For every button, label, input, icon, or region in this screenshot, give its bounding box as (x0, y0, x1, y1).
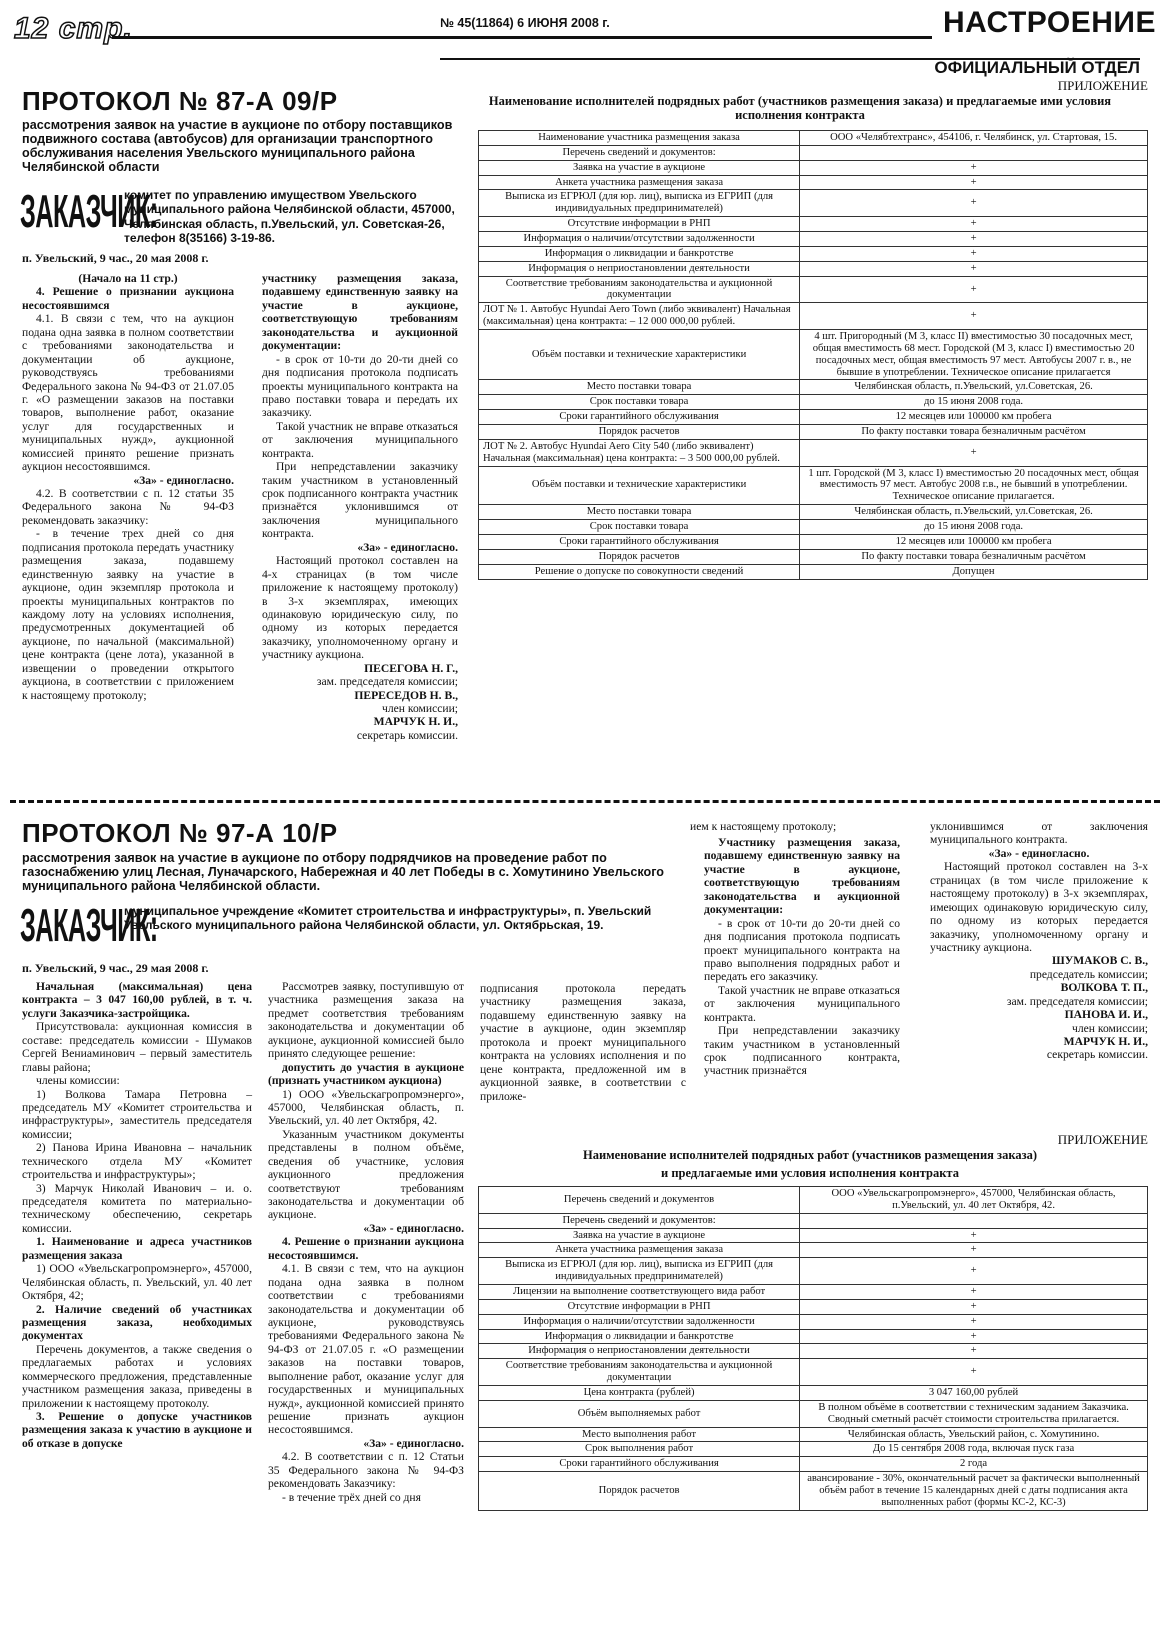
paragraph: - в срок от 10-ти до 20-ти дней со дня подписания протокола подписать проекты муниципального контракта на право поставки товара и передать их заказчику. (262, 352, 458, 420)
table-cell-label: Перечень сведений и документов: (479, 1213, 800, 1228)
paragraph: (Начало на 11 стр.) (78, 272, 178, 285)
signature: ПАНОВА И. И., (1064, 1008, 1148, 1022)
table-cell-value: 2 года (800, 1457, 1148, 1472)
table-cell-value: По факту поставки товара безналичным расчётом (800, 425, 1148, 440)
table-row (479, 276, 1148, 303)
table-cell-label: Информация о наличии/отсутствии задолженности (479, 1314, 800, 1329)
paragraph: «За» - единогласно. (357, 540, 458, 554)
paragraph: Начальная (максимальная) цена контракта – 3 047 160,00 рублей, в т. ч. услуги Заказчика-застройщика. (22, 980, 252, 1020)
table-cell-value: + (800, 276, 1148, 303)
paragraph: 1) Волкова Тамара Петровна – председатель МУ «Комитет строительства и инфраструктуры», заместитель председателя комиссии; (22, 1087, 252, 1141)
table-cell-value: 3 047 160,00 рублей (800, 1386, 1148, 1401)
paragraph: 1) ООО «Увельскагропромэнерго», 457000, Челябинская область, п. Увельский, ул. 40 лет Октября, 42. (268, 1087, 464, 1128)
table-row (479, 1228, 1148, 1243)
table-cell-value: + (800, 175, 1148, 190)
table-cell-label: Отсутствие информации в РНП (479, 1299, 800, 1314)
table-cell-value: В полном объёме в соответствии с техническим заданием Заказчика. Сводный сметный расчёт стоимости строительства прилагается. (800, 1400, 1148, 1427)
table-row (479, 232, 1148, 247)
table-row (479, 466, 1148, 505)
paragraph: члены комиссии: (36, 1074, 120, 1088)
table-cell-label: Место поставки товара (479, 380, 800, 395)
protocol-2-place: п. Увельский, 9 час., 29 мая 2008 г. (22, 961, 209, 975)
table-row (479, 1187, 1148, 1214)
table-row (479, 1386, 1148, 1401)
paragraph: допустить до участия в аукционе (признать участником аукциона) (268, 1060, 464, 1088)
table-row (479, 330, 1148, 380)
protocol-2-col1 (22, 980, 252, 1450)
table-cell-value: 12 месяцев или 100000 км пробега (800, 534, 1148, 549)
protocol-1-subtitle: рассмотрения заявок на участие в аукционе по отбору поставщиков подвижного состава (автобусов) для организации транспортного обслуживания населения Увельского муниципального района Челябинской области (22, 118, 453, 175)
protocol-1-place: п. Увельский, 9 час., 20 мая 2008 г. (22, 251, 209, 265)
appendix-label: ПРИЛОЖЕНИЕ (1057, 1132, 1148, 1147)
protocol-2-appendix-table (478, 1186, 1148, 1511)
table-cell-label: Место поставки товара (479, 505, 800, 520)
protocol-2-col3 (480, 982, 686, 1103)
paragraph: Перечень документов, а также сведения о предлагаемых работах и условиях коммерческого предложения, представленные участником размещения заказа, приведены в приложении к настоящему протоколу. (22, 1342, 252, 1410)
table-cell-value: + (800, 261, 1148, 276)
section-divider (10, 800, 1160, 803)
paragraph: 1. Наименование и адреса участников размещения заказа (22, 1235, 252, 1262)
header-rule (112, 36, 932, 39)
table-cell-label: Информация о ликвидации и банкротстве (479, 1329, 800, 1344)
paragraph: 1) ООО «Увельскагропромэнерго», 457000, Челябинская область, п. Увельский, ул. 40 лет Октября, 42; (22, 1262, 252, 1303)
appendix-title: Наименование исполнителей подрядных работ (участников размещения заказа) и предлагаемые ими условия исполнения контракта (488, 94, 1112, 123)
section-title: НАСТРОЕНИЕ (942, 6, 1156, 39)
table-cell-value: Допущен (800, 564, 1148, 579)
table-cell-value: + (800, 439, 1148, 466)
table-cell-value: + (800, 217, 1148, 232)
table-row (479, 261, 1148, 276)
table-cell-label: Информация о неприостановлении деятельности (479, 261, 800, 276)
table-cell-value: ООО «Увельскагропромэнерго», 457000, Челябинская область, п.Увельский, ул. 40 лет Октября, 42. (800, 1187, 1148, 1214)
paragraph: Рассмотрев заявку, поступившую от участника размещения заказа на предмет соответствия требованиям законодательства и документации об аукционе, аукционной комиссией было принято следующее решение: (268, 980, 464, 1061)
table-row (479, 1427, 1148, 1442)
table-row (479, 1344, 1148, 1359)
table-cell-value: До 15 сентября 2008 года, включая пуск газа (800, 1442, 1148, 1457)
table-cell-value: По факту поставки товара безналичным расчётом (800, 549, 1148, 564)
table-cell-label: Срок выполнения работ (479, 1442, 800, 1457)
table-cell-label: Информация о неприостановлении деятельности (479, 1344, 800, 1359)
table-row (479, 439, 1148, 466)
table-cell-value: + (800, 303, 1148, 330)
paragraph: 3) Марчук Николай Иванович – и. о. председателя комитета по материально-техническому обеспечению, секретарь комиссии. (22, 1181, 252, 1235)
table-cell-label: Соответствие требованиям законодательства и аукционной документации (479, 276, 800, 303)
department-title: ОФИЦИАЛЬНЫЙ ОТДЕЛ (934, 58, 1140, 77)
table-row (479, 520, 1148, 535)
signature-role: зам. председателя комиссии; (1006, 994, 1148, 1008)
table-row (479, 1329, 1148, 1344)
protocol-2-subtitle: рассмотрения заявок на участие в аукционе по отбору подрядчиков на проведение работ по газоснабжению улиц Лесная, Луначарского, Набережная и 40 лет Победы в с. Хомутинино Увельского муниципального района Челябинской области. (22, 851, 664, 894)
paragraph: 4.2. В соответствии с п. 12 Статьи 35 Федерального закона № 94-ФЗ рекомендовать Заказчику: (268, 1450, 464, 1491)
protocol-1-appendix-table (478, 130, 1148, 580)
table-row (479, 425, 1148, 440)
table-cell-value: + (800, 1285, 1148, 1300)
signature-role: член комиссии; (1072, 1021, 1148, 1035)
table-cell-value: + (800, 1329, 1148, 1344)
appendix-label: ПРИЛОЖЕНИЕ (1057, 78, 1148, 93)
paragraph: 4. Решение о признании аукциона несостоявшимся (22, 285, 234, 312)
table-cell-label: Порядок расчетов (479, 549, 800, 564)
signature-role: секретарь комиссии. (356, 728, 458, 742)
signature: МАРЧУК Н. И., (373, 715, 458, 729)
paragraph: При непредставлении заказчику таким участником в установленный срок подписанного контракта, участник признаётся (704, 1024, 900, 1078)
table-row (479, 395, 1148, 410)
table-cell-value: + (800, 1228, 1148, 1243)
table-cell-value: авансирование - 30%, окончательный расчет за фактически выполненный объём работ в течение 15 календарных дней с даты подписания акта выполненных работ (формы КС-2, КС-3) (800, 1472, 1148, 1511)
table-cell-label: Срок поставки товара (479, 395, 800, 410)
table-cell-value: Челябинская область, п.Увельский, ул.Советская, 26. (800, 380, 1148, 395)
table-cell-value: + (800, 246, 1148, 261)
table-cell-label: Анкета участника размещения заказа (479, 1243, 800, 1258)
table-row (479, 1400, 1148, 1427)
page-number: 12 стр. (14, 12, 133, 45)
table-cell-value: Челябинская область, п.Увельский, ул.Советская, 26. (800, 505, 1148, 520)
table-cell-label: Объём поставки и технические характеристики (479, 466, 800, 505)
appendix-title-line1: Наименование исполнителей подрядных работ (участников размещения заказа) (582, 1148, 1038, 1162)
paragraph: «За» - единогласно. (133, 473, 234, 487)
protocol-2-title: ПРОТОКОЛ № 97-А 10/Р (22, 818, 338, 848)
paragraph: 2) Панова Ирина Ивановна – начальник технического отдела МУ «Комитет строительства и инфраструктуры»; (22, 1141, 252, 1182)
paragraph: Настоящий протокол составлен на 3-х страницах (в том числе приложение к настоящему протоколу) в 3-х экземплярах, имеющих одинаковую юридическую силу, по одному из которых передается заказчику, уполномоченному органу и участнику аукциона. (930, 860, 1148, 954)
table-row (479, 505, 1148, 520)
paragraph: Присутствовала: аукционная комиссия в составе: председатель комиссии - Шумаков Сергей Вениаминович – первый заместитель главы района; (22, 1020, 252, 1074)
paragraph: 4.1. В связи с тем, что на аукцион подана одна заявка в полном соответствии с требованиями законодательства и документации об аукционе, руководствуясь требованиями Федерального закона № 94-ФЗ от 21.07.05 г. «О размещении заказов на поставки товаров, выполнение работ, оказание услуг для государственных и муниципальных нужд», аукционной комиссией принято решение признать аукцион несостоявшимся. (22, 312, 234, 474)
paragraph: 3. Решение о допуске участников размещения заказа к участию в аукционе и об отказе в допуске (22, 1410, 252, 1450)
paragraph: Такой участник не вправе отказаться от заключения муниципального контракта. (704, 983, 900, 1024)
table-cell-label: ЛОТ № 2. Автобус Hyundai Aero City 540 (либо эквивалент) Начальная (максимальная) цена контракта: – 3 500 000,00 рублей. (479, 439, 800, 466)
table-cell-value: ООО «Челябтехтранс», 454106, г. Челябинск, ул. Стартовая, 15. (800, 131, 1148, 146)
customer-text: комитет по управлению имуществом Увельского муниципального района Челябинской области, 457000, Челябинская область, п.Увельский, ул. Советская-26, телефон 8(35166) 3-19-86. (124, 188, 455, 246)
table-cell-label: Заявка на участие в аукционе (479, 160, 800, 175)
paragraph: ием к настоящему протоколу; (690, 820, 837, 833)
paragraph: - в течение трёх дней со дня (282, 1490, 421, 1504)
paragraph: - в срок от 10-ти до 20-ти дней со дня подписания протокола подписать проект муниципального контракта на право выполнения подрядных работ и передать его заказчику. (704, 916, 900, 984)
appendix-title-line2: и предлагаемые ими условия исполнения контракта (661, 1166, 959, 1180)
table-cell-label: Цена контракта (рублей) (479, 1386, 800, 1401)
customer-label: ЗАКАЗЧИК: (20, 185, 158, 237)
protocol-1-col2 (262, 272, 458, 742)
signature-role: зам. председателя комиссии; (316, 675, 458, 689)
table-cell-value: + (800, 1344, 1148, 1359)
paragraph: Такой участник не вправе отказаться от заключения муниципального контракта. (262, 419, 458, 460)
table-cell-label: Объём поставки и технические характеристики (479, 330, 800, 380)
table-row (479, 1359, 1148, 1386)
table-row (479, 534, 1148, 549)
table-cell-label: Выписка из ЕГРЮЛ (для юр. лиц), выписка из ЕГРИП (для индивидуальных предпринимателей) (479, 190, 800, 217)
paragraph: 4. Решение о признании аукциона несостоявшимся. (268, 1235, 464, 1262)
table-row (479, 175, 1148, 190)
table-row (479, 246, 1148, 261)
table-row (479, 1243, 1148, 1258)
protocol-2-col2 (268, 980, 464, 1504)
signature: ШУМАКОВ С. В., (1051, 954, 1148, 968)
signature-role: председатель комиссии; (1029, 967, 1148, 981)
table-cell-label: Заявка на участие в аукционе (479, 1228, 800, 1243)
table-cell-label: Анкета участника размещения заказа (479, 175, 800, 190)
protocol-2-col5 (930, 820, 1148, 1062)
table-cell-value: + (800, 232, 1148, 247)
table-row (479, 1457, 1148, 1472)
signature: ВОЛКОВА Т. П., (1060, 981, 1148, 995)
table-cell-label: ЛОТ № 1. Автобус Hyundai Aero Town (либо эквивалент) Начальная (максимальная) цена контракта: – 12 000 000,00 рублей. (479, 303, 800, 330)
table-cell-value: + (800, 1258, 1148, 1285)
table-row (479, 380, 1148, 395)
table-row (479, 145, 1148, 160)
signature: ПЕРЕСЕДОВ Н. В., (354, 688, 458, 702)
paragraph: «За» - единогласно. (988, 846, 1090, 860)
table-cell-label: Объём выполняемых работ (479, 1400, 800, 1427)
table-row (479, 564, 1148, 579)
paragraph: 2. Наличие сведений об участниках размещения заказа, необходимых документах (22, 1302, 252, 1343)
table-row (479, 549, 1148, 564)
table-cell-value: до 15 июня 2008 года. (800, 520, 1148, 535)
table-cell-label: Отсутствие информации в РНП (479, 217, 800, 232)
paragraph: «За» - единогласно. (363, 1221, 464, 1235)
table-cell-label: Перечень сведений и документов (479, 1187, 800, 1214)
table-row (479, 1285, 1148, 1300)
signature-role: секретарь комиссии. (1046, 1048, 1148, 1062)
table-cell-value: 12 месяцев или 100000 км пробега (800, 410, 1148, 425)
paragraph: Настоящий протокол составлен на 4-х страницах (в том числе приложение к настоящему протоколу) в 3-х экземплярах, имеющих одинаковую юридическую силу, по одному из которых передается заказчику, уполномоченному органу и участнику аукциона. (262, 554, 458, 662)
table-cell-label: Наименование участника размещения заказа (479, 131, 800, 146)
table-cell-label: Информация о ликвидации и банкротстве (479, 246, 800, 261)
paragraph: При непредставлении заказчику таким участником в установленный срок подписанного контракта участник признаётся уклонившимся от заключения муниципального контракта. (262, 460, 458, 541)
paragraph: уклонившимся от заключения муниципального контракта. (930, 820, 1148, 847)
protocol-2-col4 (704, 836, 900, 1078)
table-cell-label: Порядок расчетов (479, 1472, 800, 1511)
table-row (479, 1314, 1148, 1329)
paragraph: - в течение трех дней со дня подписания протокола передать участнику размещения заказа, подавшему единственную заявку на участие в аукционе, один экземпляр протокола и проекты муниципальных контрактов по каждому лоту на условиях исполнения, предусмотренных документацией об аукционе, по начальной (максимальной) цене контракта (цене лота), указанной в извещении о проведении открытого аукциона, в соответствии с приложением к настоящему протоколу; (22, 527, 234, 702)
table-row (479, 1442, 1148, 1457)
customer-text: муниципальное учреждение «Комитет строительства и инфраструктуры», п. Увельский Увельского муниципального района Челябинской области, ул. Октябрьская, 19. (124, 904, 652, 933)
table-cell-value: + (800, 1299, 1148, 1314)
table-cell-label: Выписка из ЕГРЮЛ (для юр. лиц), выписка из ЕГРИП (для индивидуальных предпринимателей) (479, 1258, 800, 1285)
table-cell-value (800, 145, 1148, 160)
paragraph: подписания протокола передать участнику размещения заказа, подавшему единственную заявку на участие в аукционе, один экземпляр протокола и проект муниципального контракта на условиях исполнения и по цене контракта, предложенной им в аукционной заявке, в соответствии с приложе- (480, 982, 686, 1103)
table-cell-value: + (800, 190, 1148, 217)
table-cell-value: до 15 июня 2008 года. (800, 395, 1148, 410)
table-cell-value: + (800, 1243, 1148, 1258)
table-cell-label: Информация о наличии/отсутствии задолженности (479, 232, 800, 247)
table-cell-label: Место выполнения работ (479, 1427, 800, 1442)
table-cell-label: Сроки гарантийного обслуживания (479, 534, 800, 549)
signature: ПЕСЕГОВА Н. Г., (364, 661, 458, 675)
table-cell-value: + (800, 1314, 1148, 1329)
table-row (479, 217, 1148, 232)
table-cell-label: Срок поставки товара (479, 520, 800, 535)
protocol-1-title: ПРОТОКОЛ № 87-А 09/Р (22, 86, 338, 116)
table-cell-label: Порядок расчетов (479, 425, 800, 440)
table-cell-value: 4 шт. Пригородный (М 3, класс II) вместимостью 30 посадочных мест, общая вместимость 68 мест. Городской (М 3, класс I) вместимостью 20 посадочных мест, общая вместимость 97 мест. Автобусы 2007 г. в., не бывшие в употреблении. Техническое описание прилагается (800, 330, 1148, 380)
table-row (479, 1258, 1148, 1285)
table-row (479, 303, 1148, 330)
paragraph: Участнику размещения заказа, подавшему единственную заявку на участие в аукционе, соответствующую требованиям законодательства и аукционной документации: (704, 836, 900, 917)
table-cell-label: Соответствие требованиям законодательства и аукционной документации (479, 1359, 800, 1386)
paragraph: «За» - единогласно. (363, 1436, 464, 1450)
table-cell-label: Решение о допуске по совокупности сведений (479, 564, 800, 579)
paragraph: 4.2. В соответствии с п. 12 статьи 35 Федерального закона № 94-ФЗ рекомендовать заказчику: (22, 487, 234, 527)
table-cell-value: 1 шт. Городской (М 3, класс I) вместимостью 20 посадочных мест, общая вместимость 97 мест. Автобус 2008 г.в., не бывший в употреблении. Техническое описание прилагается. (800, 466, 1148, 505)
table-cell-label: Сроки гарантийного обслуживания (479, 1457, 800, 1472)
table-row (479, 1213, 1148, 1228)
table-cell-label: Перечень сведений и документов: (479, 145, 800, 160)
table-row (479, 1299, 1148, 1314)
customer-label: ЗАКАЗЧИК: (20, 899, 158, 951)
paragraph: 4.1. В связи с тем, что на аукцион подана одна заявка в полном соответствии с требованиями законодательства и документации об аукционе, руководствуясь требованиями Федерального закона № 94-ФЗ от 21.07.05 г. «О размещении заказов на поставки товаров, выполнение работ, оказание услуг для государственных и муниципальных нужд», аукционной комиссией принято решение признать аукцион несостоявшимся. (268, 1262, 464, 1437)
table-cell-value: + (800, 160, 1148, 175)
table-cell-label: Сроки гарантийного обслуживания (479, 410, 800, 425)
table-row (479, 410, 1148, 425)
table-cell-label: Лицензии на выполнение соответствующего вида работ (479, 1285, 800, 1300)
table-row (479, 131, 1148, 146)
table-row (479, 160, 1148, 175)
table-row (479, 1472, 1148, 1511)
paragraph: Указанным участником документы представлены в полном объёме, сведения об участнике, условия аукционного предложения соответствуют требованиям законодательства и документации об аукционе. (268, 1127, 464, 1222)
issue-line: № 45(11864) 6 ИЮНЯ 2008 г. (440, 16, 610, 30)
paragraph: участнику размещения заказа, подавшему единственную заявку на участие в аукционе, соответствующую требованиям законодательства и аукционной документации: (262, 272, 458, 353)
protocol-1-col1 (22, 272, 234, 702)
table-row (479, 190, 1148, 217)
signature: МАРЧУК Н. И., (1063, 1035, 1148, 1048)
table-cell-value: Челябинская область, Увельский район, с. Хомутинино. (800, 1427, 1148, 1442)
protocol-2-col3-top (690, 820, 890, 833)
table-cell-value: + (800, 1359, 1148, 1386)
table-cell-value (800, 1213, 1148, 1228)
signature-role: член комиссии; (382, 702, 458, 715)
